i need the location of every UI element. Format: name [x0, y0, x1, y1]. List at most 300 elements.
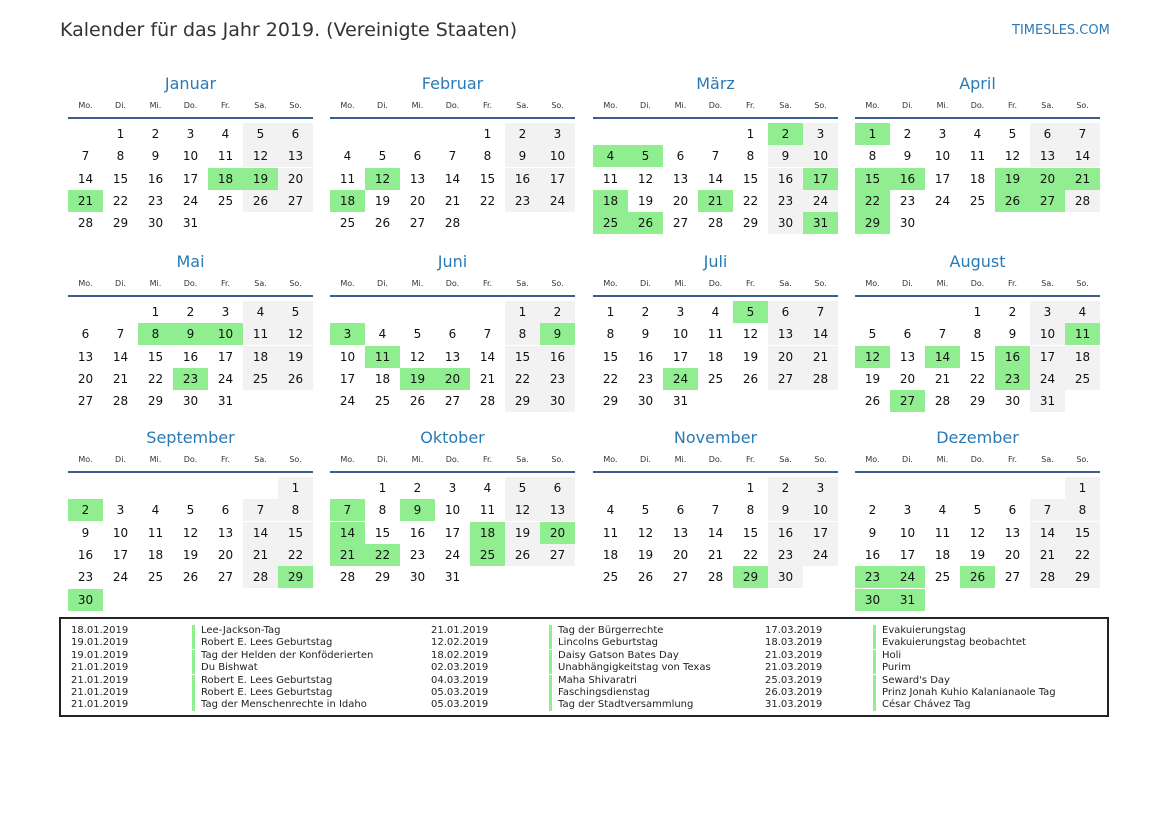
day-cell: 23: [637, 371, 654, 386]
day-cell: 9: [151, 149, 160, 164]
day-cell: 2: [413, 481, 422, 495]
day-cell: 19: [864, 371, 881, 386]
weekday-label: Mi.: [411, 101, 424, 110]
holiday-name: Prinz Jonah Kuhio Kalanianaole Tag: [873, 687, 1056, 699]
day-cell: 7: [1065, 123, 1100, 145]
day-cell: 27: [540, 544, 575, 566]
day-cell: 6: [1030, 123, 1065, 145]
weekday-label: Di.: [377, 279, 388, 288]
weekday-label: Sa.: [254, 101, 267, 110]
weekday-label: Mo.: [340, 101, 355, 110]
day-cell: 5: [868, 327, 877, 342]
weekday-label: Mo.: [340, 455, 355, 464]
holiday-date: 26.03.2019: [765, 687, 823, 698]
day-cell-holiday: 30: [68, 589, 103, 611]
day-cell: 9: [768, 145, 803, 167]
weekday-label: Sa.: [779, 279, 792, 288]
day-cell: 6: [278, 123, 313, 145]
day-cell: 22: [742, 547, 759, 562]
day-cell: 7: [81, 149, 90, 164]
day-cell: 21: [707, 547, 724, 562]
weekday-label: Fr.: [482, 101, 493, 110]
weekday-label: Fr.: [482, 279, 493, 288]
day-cell: 10: [444, 503, 461, 518]
day-cell: 8: [116, 149, 125, 164]
day-cell: 19: [742, 349, 759, 364]
day-cell: 25: [374, 394, 391, 409]
day-cell: 9: [768, 499, 803, 521]
day-cell: 17: [182, 171, 199, 186]
day-cell: 18: [934, 547, 951, 562]
day-cell: 29: [374, 570, 391, 585]
day-cell: 3: [221, 305, 230, 319]
weekday-label: Fr.: [745, 455, 756, 464]
weekday-label: Fr.: [1007, 101, 1018, 110]
month-name: Februar: [421, 74, 484, 93]
day-cell: 10: [672, 327, 689, 342]
day-cell: 1: [483, 127, 492, 141]
weekday-label: Sa.: [1041, 279, 1054, 288]
day-cell: 11: [217, 149, 234, 164]
day-cell: 23: [409, 547, 426, 562]
month-name: April: [959, 74, 996, 93]
weekday-label: Sa.: [1041, 101, 1054, 110]
holiday-date: 18.03.2019: [765, 637, 823, 649]
weekday-label: Di.: [377, 101, 388, 110]
weekday-label: Mo.: [603, 279, 618, 288]
day-cell: 7: [803, 301, 838, 323]
month-header-rule: [68, 117, 313, 119]
day-cell: 1: [505, 301, 540, 323]
day-cell: 16: [768, 168, 803, 190]
day-cell: 7: [1030, 499, 1065, 521]
day-cell: 13: [540, 499, 575, 521]
day-cell: 3: [1030, 301, 1065, 323]
weekday-label: Do.: [708, 101, 723, 110]
day-cell: 14: [707, 171, 724, 186]
day-cell: 5: [278, 301, 313, 323]
day-cell: 28: [243, 566, 278, 588]
holiday-date: 05.03.2019: [431, 687, 489, 698]
day-cell: 21: [479, 371, 496, 386]
day-cell: 3: [116, 503, 125, 518]
weekday-label: Do.: [708, 279, 723, 288]
day-cell: 27: [672, 570, 689, 585]
day-cell: 27: [217, 570, 234, 585]
day-cell: 3: [803, 123, 838, 145]
day-cell: 11: [339, 171, 356, 186]
day-cell: 8: [483, 149, 492, 164]
day-cell-holiday: 23: [995, 368, 1030, 390]
day-cell-holiday: 20: [435, 368, 470, 390]
day-cell: 6: [540, 477, 575, 499]
holiday-name: Lee-Jackson-Tag: [192, 625, 281, 637]
holiday-name: Tag der Bürgerrechte: [549, 625, 663, 637]
day-cell: 24: [339, 394, 356, 409]
weekday-label: Sa.: [1041, 455, 1054, 464]
day-cell: 3: [803, 477, 838, 499]
site-link[interactable]: TIMESLES.COM: [1012, 23, 1110, 38]
day-cell-holiday: 25: [593, 212, 628, 234]
month-header-rule: [68, 471, 313, 473]
day-cell: 14: [803, 323, 838, 345]
holiday-date: 25.03.2019: [765, 674, 823, 686]
day-cell: 9: [1008, 327, 1017, 342]
day-cell: 1: [116, 127, 125, 141]
holiday-name: Tag der Helden der Konföderierten: [192, 650, 373, 662]
holiday-date: 05.03.2019: [431, 699, 489, 711]
day-cell: 2: [151, 127, 160, 141]
holiday-date: 19.01.2019: [71, 649, 129, 661]
day-cell: 4: [973, 127, 982, 141]
day-cell-holiday: 18: [593, 190, 628, 212]
day-cell: 31: [182, 216, 199, 231]
day-cell: 23: [768, 190, 803, 212]
day-cell-holiday: 9: [400, 499, 435, 521]
day-cell: 6: [676, 149, 685, 164]
day-cell: 22: [505, 368, 540, 390]
day-cell: 15: [602, 349, 619, 364]
day-cell-holiday: 12: [365, 168, 400, 190]
weekday-label: Mi.: [674, 279, 687, 288]
weekday-label: Sa.: [254, 279, 267, 288]
day-cell: 13: [672, 171, 689, 186]
weekday-label: Mi.: [411, 279, 424, 288]
day-cell: 19: [637, 547, 654, 562]
day-cell: 3: [186, 127, 195, 141]
day-cell: 8: [746, 149, 755, 164]
day-cell: 11: [147, 525, 164, 540]
day-cell: 8: [606, 327, 615, 342]
holiday-date: 21.03.2019: [765, 649, 823, 661]
day-cell: 28: [1030, 566, 1065, 588]
day-cell: 29: [969, 394, 986, 409]
day-cell: 25: [707, 371, 724, 386]
month-name: August: [949, 252, 1006, 271]
day-cell: 16: [768, 522, 803, 544]
holiday-date: 02.03.2019: [431, 662, 489, 674]
month-header-rule: [68, 295, 313, 297]
day-cell: 9: [903, 149, 912, 164]
day-cell: 23: [899, 193, 916, 208]
weekday-label: Do.: [183, 279, 198, 288]
day-cell: 9: [81, 525, 90, 540]
day-cell: 12: [505, 499, 540, 521]
weekday-label: Mo.: [865, 455, 880, 464]
month-header-rule: [593, 117, 838, 119]
day-cell: 11: [969, 149, 986, 164]
day-cell: 8: [278, 499, 313, 521]
weekday-label: Mo.: [78, 101, 93, 110]
month-header-rule: [330, 471, 575, 473]
weekday-label: Fr.: [745, 279, 756, 288]
day-cell: 26: [243, 190, 278, 212]
day-cell: 13: [409, 171, 426, 186]
weekday-label: Do.: [970, 455, 985, 464]
day-cell-holiday: 19: [995, 168, 1030, 190]
day-cell: 28: [112, 394, 129, 409]
holiday-name: César Chávez Tag: [873, 699, 971, 711]
day-cell: 1: [378, 481, 387, 495]
day-cell: 13: [278, 145, 313, 167]
day-cell: 19: [637, 193, 654, 208]
day-cell-holiday: 20: [540, 522, 575, 544]
day-cell-holiday: 23: [173, 368, 208, 390]
day-cell: 11: [602, 525, 619, 540]
day-cell: 22: [1065, 544, 1100, 566]
day-cell: 16: [182, 349, 199, 364]
weekday-label: Sa.: [779, 101, 792, 110]
holiday-name: Holi: [873, 650, 901, 662]
day-cell: 5: [641, 503, 650, 518]
weekday-label: So.: [1076, 101, 1089, 110]
day-cell: 12: [243, 145, 278, 167]
holiday-name: Robert E. Lees Geburtstag: [192, 687, 332, 699]
weekday-label: Sa.: [516, 101, 529, 110]
day-cell: 4: [243, 301, 278, 323]
weekday-label: Sa.: [516, 455, 529, 464]
weekday-label: Mi.: [674, 101, 687, 110]
weekday-label: Mi.: [411, 455, 424, 464]
day-cell: 30: [637, 394, 654, 409]
day-cell-holiday: 2: [68, 499, 103, 521]
day-cell: 12: [278, 323, 313, 345]
holiday-name: Faschingsdienstag: [549, 687, 650, 699]
day-cell: 18: [602, 547, 619, 562]
holiday-name: Unabhängigkeitstag von Texas: [549, 662, 711, 674]
weekday-label: Fr.: [220, 455, 231, 464]
weekday-label: Mi.: [149, 279, 162, 288]
weekday-label: So.: [1076, 455, 1089, 464]
day-cell-holiday: 26: [628, 212, 663, 234]
day-cell: 4: [151, 503, 160, 518]
day-cell: 17: [112, 547, 129, 562]
day-cell: 28: [934, 394, 951, 409]
day-cell: 17: [934, 171, 951, 186]
day-cell: 20: [278, 168, 313, 190]
weekday-label: Do.: [183, 455, 198, 464]
day-cell: 30: [768, 566, 803, 588]
month-header-rule: [330, 295, 575, 297]
holiday-name: Seward's Day: [873, 675, 950, 687]
day-cell: 2: [641, 305, 650, 319]
day-cell: 1: [151, 305, 160, 319]
day-cell-holiday: 21: [698, 190, 733, 212]
day-cell: 24: [112, 570, 129, 585]
day-cell: 16: [77, 547, 94, 562]
day-cell: 8: [1065, 499, 1100, 521]
day-cell: 13: [1004, 525, 1021, 540]
weekday-label: Di.: [115, 101, 126, 110]
day-cell: 10: [1030, 323, 1065, 345]
month-header-rule: [855, 295, 1100, 297]
weekday-label: Do.: [708, 455, 723, 464]
day-cell: 4: [378, 327, 387, 342]
day-cell: 15: [374, 525, 391, 540]
day-cell: 2: [868, 503, 877, 518]
day-cell: 13: [217, 525, 234, 540]
day-cell: 12: [637, 171, 654, 186]
day-cell: 15: [742, 525, 759, 540]
day-cell: 25: [339, 216, 356, 231]
day-cell: 29: [1065, 566, 1100, 588]
day-cell: 21: [1030, 544, 1065, 566]
day-cell: 9: [868, 525, 877, 540]
weekday-label: Do.: [970, 279, 985, 288]
holiday-name: Du Bishwat: [192, 662, 258, 674]
day-cell-holiday: 26: [995, 190, 1030, 212]
day-cell: 10: [182, 149, 199, 164]
day-cell: 12: [637, 525, 654, 540]
day-cell: 14: [77, 171, 94, 186]
month-header-rule: [593, 295, 838, 297]
day-cell: 13: [77, 349, 94, 364]
day-cell: 31: [1030, 390, 1065, 412]
day-cell-holiday: 29: [278, 566, 313, 588]
month-header-rule: [593, 471, 838, 473]
day-cell: 28: [707, 216, 724, 231]
day-cell: 15: [147, 349, 164, 364]
day-cell: 6: [81, 327, 90, 342]
day-cell-holiday: 19: [243, 168, 278, 190]
day-cell: 4: [221, 127, 230, 141]
day-cell: 28: [1065, 190, 1100, 212]
month-header-rule: [855, 117, 1100, 119]
month-name: November: [673, 428, 758, 447]
day-cell-holiday: 11: [1065, 323, 1100, 345]
day-cell: 22: [742, 193, 759, 208]
day-cell: 6: [903, 327, 912, 342]
day-cell: 29: [505, 390, 540, 412]
weekday-label: So.: [551, 101, 564, 110]
day-cell: 11: [243, 323, 278, 345]
weekday-label: Di.: [115, 455, 126, 464]
day-cell-holiday: 10: [208, 323, 243, 345]
day-cell: 2: [540, 301, 575, 323]
holiday-name: Evakuierungstag: [873, 625, 966, 637]
day-cell: 15: [1065, 522, 1100, 544]
weekday-label: So.: [1076, 279, 1089, 288]
day-cell-holiday: 16: [995, 346, 1030, 368]
day-cell: 20: [672, 193, 689, 208]
day-cell: 28: [479, 394, 496, 409]
day-cell: 29: [602, 394, 619, 409]
weekday-label: Di.: [640, 279, 651, 288]
day-cell: 13: [1030, 145, 1065, 167]
day-cell: 16: [637, 349, 654, 364]
day-cell: 3: [676, 305, 685, 319]
day-cell: 21: [112, 371, 129, 386]
day-cell: 7: [938, 327, 947, 342]
weekday-label: Sa.: [516, 279, 529, 288]
day-cell: 14: [707, 525, 724, 540]
day-cell: 18: [243, 346, 278, 368]
day-cell-holiday: 23: [855, 566, 890, 588]
day-cell: 14: [243, 522, 278, 544]
day-cell: 14: [1065, 145, 1100, 167]
day-cell-holiday: 26: [960, 566, 995, 588]
day-cell: 5: [413, 327, 422, 342]
weekday-label: Do.: [445, 101, 460, 110]
day-cell-holiday: 18: [330, 190, 365, 212]
day-cell: 16: [505, 168, 540, 190]
day-cell: 23: [77, 570, 94, 585]
weekday-label: So.: [289, 455, 302, 464]
day-cell: 30: [182, 394, 199, 409]
day-cell: 15: [112, 171, 129, 186]
day-cell: 5: [973, 503, 982, 518]
day-cell-holiday: 18: [208, 168, 243, 190]
weekday-label: Mi.: [936, 455, 949, 464]
day-cell: 26: [409, 394, 426, 409]
month-name: Oktober: [420, 428, 485, 447]
day-cell: 6: [413, 149, 422, 164]
day-cell-holiday: 22: [365, 544, 400, 566]
day-cell: 2: [768, 477, 803, 499]
weekday-label: Mi.: [149, 101, 162, 110]
day-cell: 23: [147, 193, 164, 208]
day-cell: 31: [217, 394, 234, 409]
day-cell: 30: [147, 216, 164, 231]
day-cell: 15: [505, 346, 540, 368]
day-cell: 20: [899, 371, 916, 386]
day-cell: 28: [444, 216, 461, 231]
day-cell: 10: [803, 499, 838, 521]
day-cell: 28: [77, 216, 94, 231]
weekday-label: Fr.: [745, 101, 756, 110]
day-cell: 20: [217, 547, 234, 562]
day-cell: 23: [540, 368, 575, 390]
day-cell: 5: [378, 149, 387, 164]
day-cell-holiday: 15: [855, 168, 890, 190]
day-cell: 18: [1065, 346, 1100, 368]
day-cell: 11: [479, 503, 496, 518]
day-cell: 26: [505, 544, 540, 566]
day-cell: 4: [938, 503, 947, 518]
day-cell: 28: [339, 570, 356, 585]
day-cell-holiday: 3: [330, 323, 365, 345]
day-cell-holiday: 5: [628, 145, 663, 167]
day-cell: 24: [217, 371, 234, 386]
day-cell: 25: [217, 193, 234, 208]
day-cell: 4: [606, 503, 615, 518]
day-cell: 5: [1008, 127, 1017, 141]
weekday-label: Do.: [445, 279, 460, 288]
weekday-label: Do.: [183, 101, 198, 110]
day-cell-holiday: 25: [470, 544, 505, 566]
day-cell: 10: [899, 525, 916, 540]
weekday-label: So.: [551, 279, 564, 288]
holiday-date: 21.01.2019: [431, 625, 489, 636]
day-cell: 19: [969, 547, 986, 562]
day-cell: 6: [676, 503, 685, 518]
day-cell-holiday: 24: [890, 566, 925, 588]
day-cell: 31: [672, 394, 689, 409]
day-cell: 29: [147, 394, 164, 409]
day-cell: 21: [444, 193, 461, 208]
day-cell: 22: [278, 544, 313, 566]
weekday-label: So.: [814, 101, 827, 110]
holiday-date: 18.02.2019: [431, 649, 489, 661]
day-cell: 8: [505, 323, 540, 345]
day-cell-holiday: 20: [1030, 168, 1065, 190]
day-cell: 14: [444, 171, 461, 186]
weekday-label: Di.: [115, 279, 126, 288]
day-cell: 11: [602, 171, 619, 186]
page-title: Kalender für das Jahr 2019. (Vereinigte Staaten): [60, 19, 518, 41]
day-cell: 19: [278, 346, 313, 368]
day-cell: 14: [479, 349, 496, 364]
